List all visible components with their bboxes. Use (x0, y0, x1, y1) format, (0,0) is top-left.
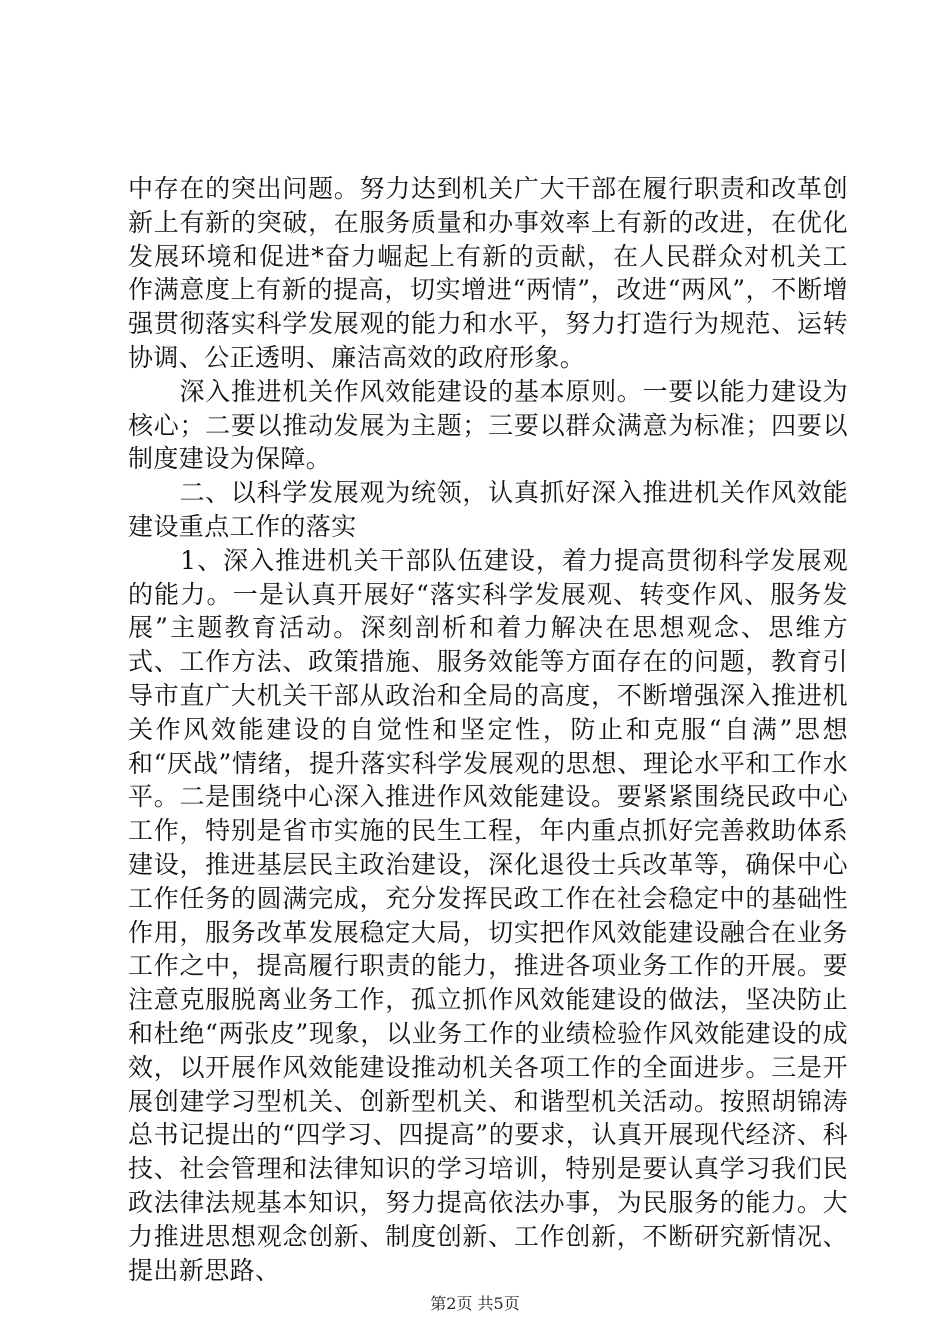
page-number-footer: 第2页 共5页 (430, 1294, 520, 1313)
paragraph-basic-principles: 深入推进机关作风效能建设的基本原则。一要以能力建设为核心；二要以推动发展为主题；三要以群众满意为标准；四要以制度建设为保障。 (128, 376, 848, 474)
section-heading-two: 二、以科学发展观为统领，认真抓好深入推进机关作风效能建设重点工作的落实 (128, 478, 848, 541)
paragraph-item-one: 1、深入推进机关干部队伍建设，着力提高贯彻科学发展观的能力。一是认真开展好“落实科学发展观、转变作风、服务发展”主题教育活动。深刻剖析和着力解决在思想观念、思维方式、工作方法、政策措施、服务效能等方面存在的问题，教育引导市直广大机关干部从政治和全局的高度，不断增强深入推进机关作风效能建设的自觉性和坚定性，防止和克服“自满”思想和“厌战”情绪，提升落实科学发展观的思想、理论水平和工作水平。二是围绕中心深入推进作风效能建设。要紧紧围绕民政中心工作，特别是省市实施的民生工程，年内重点抓好完善救助体系建设，推进基层民主政治建设，深化退役士兵改革等，确保中心工作任务的圆满完成，充分发挥民政工作在社会稳定中的基础性作用，服务改革发展稳定大局，切实把作风效能建设融合在业务工作之中，提高履行职责的能力，推进各项业务工作的开展。要注意克服脱离业务工作，孤立抓作风效能建设的做法，坚决防止和杜绝“两张皮”现象，以业务工作的业绩检验作风效能建设的成效，以开展作风效能建设推动机关各项工作的全面进步。三是开展创建学习型机关、创新型机关、和谐型机关活动。按照胡锦涛总书记提出的“四学习、四提高”的要求，认真开展现代经济、科技、社会管理和法律知识的学习培训，特别是要认真学习我们民政法律法规基本知识，努力提高依法办事，为民服务的能力。大力推进思想观念创新、制度创新、工作创新，不断研究新情况、提出新思路、 (128, 545, 848, 1285)
paragraph-continuation: 中存在的突出问题。努力达到机关广大干部在履行职责和改革创新上有新的突破，在服务质量和办事效率上有新的改进，在优化发展环境和促进*奋力崛起上有新的贡献，在人民群众对机关工作满意度上有新的提高，切实增进“两情”，改进“两风”，不断增强贯彻落实科学发展观的能力和水平，努力打造行为规范、运转协调、公正透明、廉洁高效的政府形象。 (128, 174, 848, 372)
document-body (128, 172, 848, 1287)
